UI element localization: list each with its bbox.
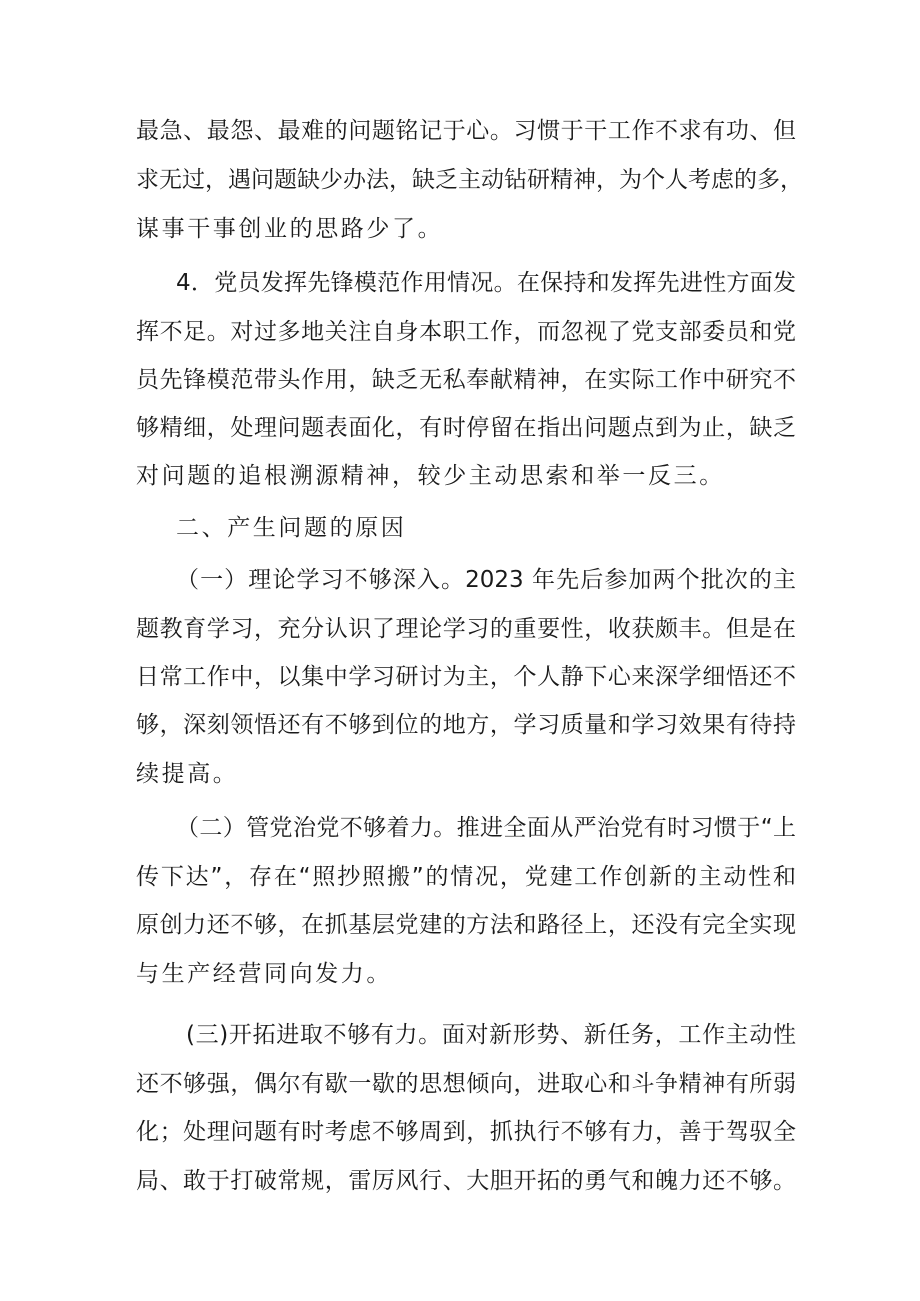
para1-line-1: 最急、最怨、最难的问题铭记于心。习惯于干工作不求有功、但 [136, 118, 796, 144]
section-heading: 二、产生问题的原因 [176, 515, 407, 541]
para3-line-1: （一）理论学习不够深入。2023 年先后参加两个批次的主 [176, 567, 796, 593]
para5-line-1: (三)开拓进取不够有力。面对新形势、新任务，工作主动性 [186, 1022, 796, 1048]
para3-line-5: 续提高。 [136, 761, 239, 787]
para1-line-3: 谋事干事创业的思路少了。 [136, 216, 444, 242]
para5-line-2: 还不够强，偶尔有歇一歇的思想倾向，进取心和斗争精神有所弱 [136, 1071, 796, 1097]
para2-line-3: 员先锋模范带头作用，缺乏无私奉献精神，在实际工作中研究不 [136, 367, 796, 393]
para4-line-1: （二）管党治党不够着力。推进全面从严治党有时习惯于“上 [176, 815, 796, 841]
para4-line-2: 传下达”，存在“照抄照搬”的情况，党建工作创新的主动性和 [136, 864, 796, 890]
para1-line-2: 求无过，遇问题缺少办法，缺乏主动钻研精神，为个人考虑的多， [136, 167, 803, 193]
para2-line-4: 够精细，处理问题表面化，有时停留在指出问题点到为止，缺乏 [136, 415, 796, 441]
para3-line-3: 日常工作中，以集中学习研讨为主，个人静下心来深学细悟还不 [136, 664, 796, 690]
para5-line-3: 化；处理问题有时考虑不够周到，抓执行不够有力，善于驾驭全 [136, 1119, 796, 1145]
para2-line-2: 挥不足。对过多地关注自身本职工作，而忽视了党支部委员和党 [136, 319, 796, 345]
para3-line-2: 题教育学习，充分认识了理论学习的重要性，收获颇丰。但是在 [136, 616, 796, 642]
para4-line-3: 原创力还不够，在抓基层党建的方法和路径上，还没有完全实现 [136, 912, 796, 938]
para3-line-4: 够，深刻领悟还有不够到位的地方，学习质量和学习效果有待持 [136, 712, 796, 738]
para2-line-1: 4．党员发挥先锋模范作用情况。在保持和发挥先进性方面发 [176, 270, 796, 296]
para4-line-4: 与生产经营同向发力。 [136, 961, 392, 987]
para2-line-5: 对问题的追根溯源精神，较少主动思索和举一反三。 [136, 463, 725, 489]
para5-line-4: 局、敢于打破常规，雷厉风行、大胆开拓的勇气和魄力还不够。 [136, 1168, 796, 1194]
